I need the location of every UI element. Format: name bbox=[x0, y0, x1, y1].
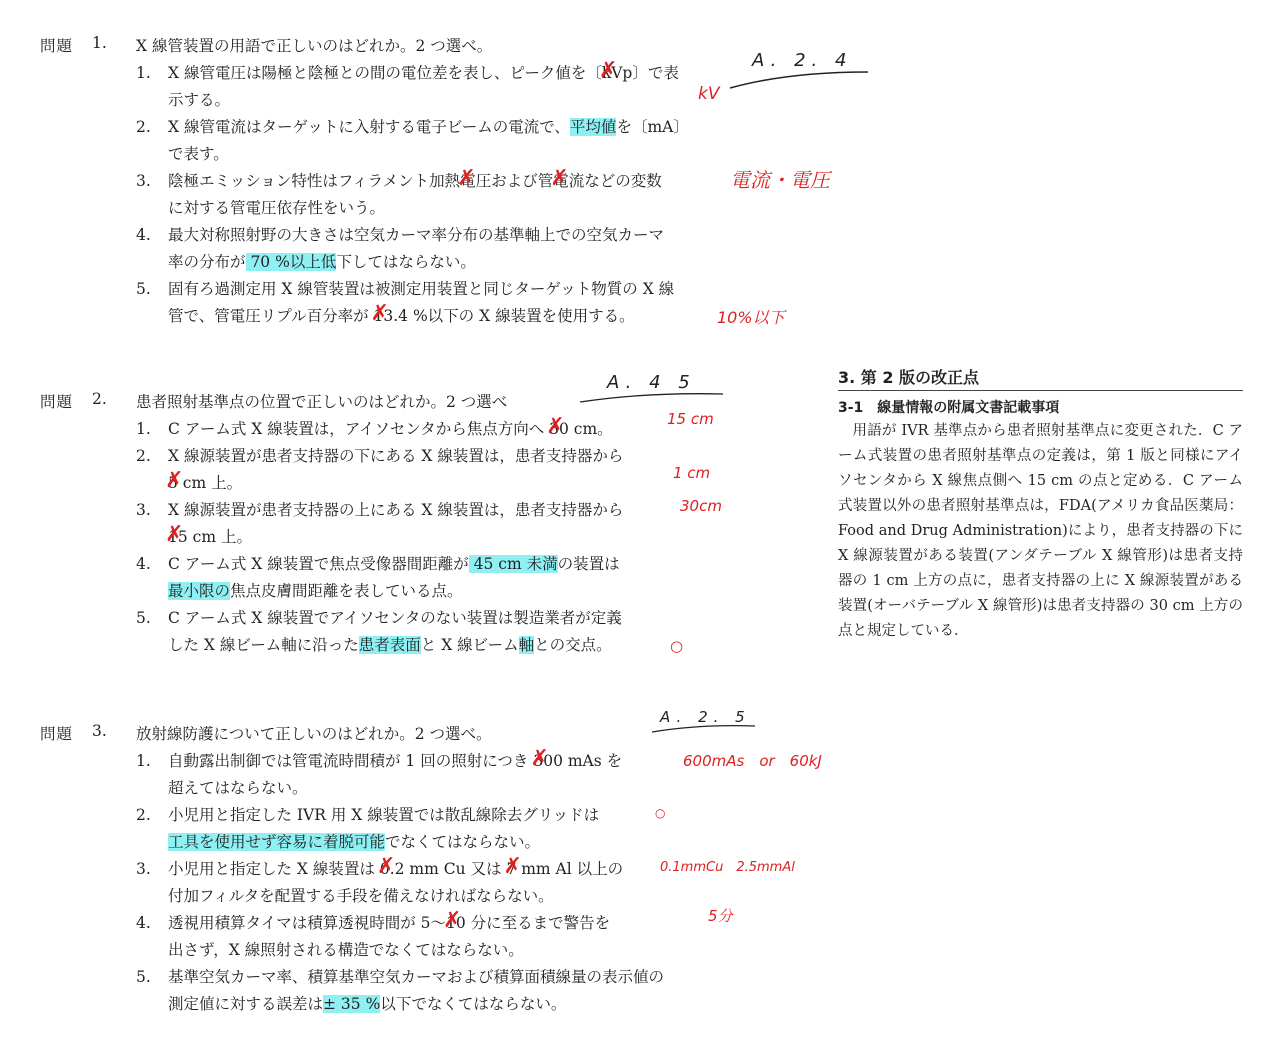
handwritten-underline bbox=[728, 64, 873, 94]
option-2: 2. X 線源装置が患者支持器の下にある X 線装置は，患者支持器から 5 ✗ cm 上。 bbox=[136, 443, 698, 497]
option-1: 1. 自動露出制御では管電流時間積が 1 回の照射につき 300 ✗ mAs を 超えてはならない。 bbox=[136, 748, 698, 802]
revision-notes-panel bbox=[838, 365, 1243, 644]
handwritten-note-q2-5: ○ bbox=[670, 637, 684, 655]
question-number: 2. bbox=[92, 390, 107, 408]
option-5: 5. 基準空気カーマ率、積算基準空気カーマおよび積算面積線量の表示値の 測定値に対する誤差は± 35 %以下でなくてはならない。 bbox=[136, 968, 665, 1013]
question-1 bbox=[40, 34, 720, 330]
question-number: 3. bbox=[92, 722, 107, 740]
option-1: 1. C アーム式 X 線装置は，アイソセンタから焦点方向へ 30 ✗ cm。 bbox=[136, 416, 698, 443]
handwritten-note-kv: kV bbox=[698, 84, 720, 104]
option-1: 1. X 線管電圧は陽極と陰極との間の電位差を表し、ピーク値を〔kVp ✗〕で表 示する。 bbox=[136, 60, 698, 114]
option-2: 2. 小児用と指定した IVR 用 X 線装置では散乱線除去グリッドは 工具を使用せず容易に着脱可能でなくてはならない。 bbox=[136, 806, 600, 851]
handwritten-underline bbox=[578, 388, 728, 408]
question-label: 問題 bbox=[40, 37, 74, 55]
question-label: 問題 bbox=[40, 725, 74, 743]
option-3: 3. X 線源装置が患者支持器の上にある X 線装置は，患者支持器から 15 ✗ cm 上。 bbox=[136, 497, 698, 551]
handwritten-note-q2-2: 1 cm bbox=[673, 464, 711, 482]
question-number: 1. bbox=[92, 34, 107, 52]
handwritten-note-q1-5: 10%以下 bbox=[717, 308, 785, 327]
question-label: 問題 bbox=[40, 393, 74, 411]
question-2 bbox=[40, 390, 720, 659]
option-4: 4. 最大対称照射野の大きさは空気カーマ率分布の基準軸上での空気カーマ 率の分布が 70 %以上低下してはならない。 bbox=[136, 226, 665, 271]
handwritten-note-q2-1: 15 cm bbox=[667, 410, 714, 428]
option-2: 2. X 線管電流はターゲットに入射する電子ビームの電流で、平均値を〔mA〕 で表す。 bbox=[136, 118, 689, 163]
handwritten-note-q3-2: ○ bbox=[655, 806, 666, 820]
option-3: 3. 陰極エミッション特性はフィラメント加熱電圧 ✗および管電流 ✗などの変数 に対する管電圧依存性をいう。 bbox=[136, 168, 698, 222]
handwritten-note-q3-4: 5分 bbox=[708, 907, 733, 925]
handwritten-note-q3-3: 0.1mmCu 2.5mmAl bbox=[660, 860, 795, 875]
option-4: 4. 透視用積算タイマは積算透視時間が 5〜10 ✗ 分に至るまで警告を 出さず，X 線照射される構造でなくてはならない。 bbox=[136, 910, 698, 964]
question-3 bbox=[40, 722, 720, 1018]
question-text: X 線管装置の用語で正しいのはどれか。2 つ選べ。 bbox=[136, 37, 493, 55]
handwritten-answer-q2: A. 4 5 bbox=[607, 372, 696, 393]
option-5: 5. C アーム式 X 線装置でアイソセンタのない装置は製造業者が定義 した X 線ビーム軸に沿った患者表面と X 線ビーム軸との交点。 bbox=[136, 609, 622, 654]
handwritten-note-q1-3: 電流・電圧 bbox=[730, 168, 830, 192]
option-5: 5. 固有ろ過測定用 X 線管装置は被測定用装置と同じターゲット物質の X 線 管で、管電圧リプル百分率が 13 ✗.4 %以下の X 線装置を使用する。 bbox=[136, 276, 698, 330]
section-subtitle: 3-1 線量情報の附属文書記載事項 bbox=[838, 400, 1060, 416]
option-4: 4. C アーム式 X 線装置で焦点受像器間距離が 45 cm 未満の装置は 最小限の焦点皮膚間距離を表している点。 bbox=[136, 555, 620, 600]
handwritten-underline bbox=[650, 722, 760, 736]
question-text: 放射線防護について正しいのはどれか。2 つ選べ。 bbox=[136, 725, 492, 743]
option-3: 3. 小児用と指定した X 線装置は 0.2 ✗ mm Cu 又は 7 ✗ mm Al 以上の 付加フィルタを配置する手段を備えなければならない。 bbox=[136, 856, 698, 910]
question-text: 患者照射基準点の位置で正しいのはどれか。2 つ選べ bbox=[136, 393, 508, 411]
handwritten-answer-q3: A. 2. 5 bbox=[660, 708, 751, 726]
handwritten-note-q2-3: 30cm bbox=[680, 497, 722, 515]
handwritten-note-q3-1: 600mAs or 60kJ bbox=[683, 752, 822, 770]
section-body: 用語が IVR 基準点から患者照射基準点に変更された．C アーム式装置の患者照射基準点の定義は，第 1 版と同様にアイソセンタから X 線焦点側へ 15 cm の点と定める．C アーム式装置以外の患者照射基準点は，FDA(アメリカ食品医薬局：Food and Drug Administration)により，患者支持器の下に X 線源装置がある装置(アンダテーブル X 線管形)は患者支持器の 1 cm 上方の点に，患者支持器の上に X 線源装置がある装置(オーバテーブル X 線管形)は患者支持器の 30 cm 上方の点と規定している． bbox=[838, 423, 1243, 639]
section-title: 3. 第 2 版の改正点 bbox=[838, 365, 1243, 391]
handwritten-answer-q1: A. 2. 4 bbox=[752, 50, 853, 71]
